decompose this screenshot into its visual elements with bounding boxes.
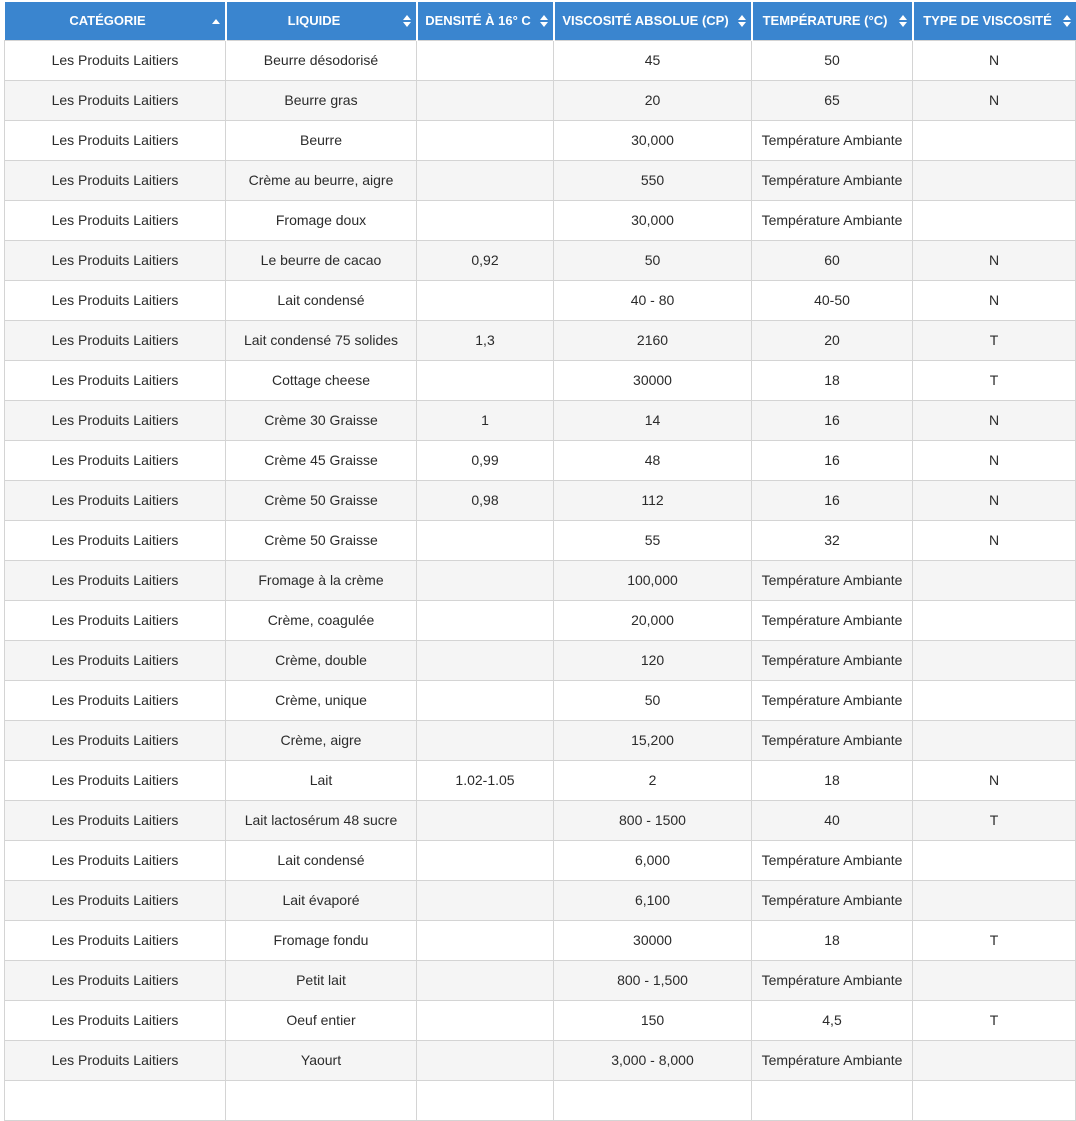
cell-temperature: Température Ambiante bbox=[752, 680, 913, 720]
table-row bbox=[5, 760, 1076, 800]
cell-densite bbox=[417, 40, 554, 80]
cell-temperature: Température Ambiante bbox=[752, 880, 913, 920]
cell-liquide: Lait condensé bbox=[226, 840, 417, 880]
table-row bbox=[5, 200, 1076, 240]
table-row bbox=[5, 240, 1076, 280]
table-row bbox=[5, 880, 1076, 920]
table-row bbox=[5, 1000, 1076, 1040]
cell-categorie: Les Produits Laitiers bbox=[5, 1040, 226, 1080]
cell-categorie: Les Produits Laitiers bbox=[5, 280, 226, 320]
cell-liquide: Crème 30 Graisse bbox=[226, 400, 417, 440]
cell-liquide: Fromage à la crème bbox=[226, 560, 417, 600]
cell-categorie bbox=[5, 1080, 226, 1120]
cell-densite bbox=[417, 840, 554, 880]
cell-densite bbox=[417, 600, 554, 640]
cell-temperature: Température Ambiante bbox=[752, 120, 913, 160]
cell-densite bbox=[417, 1000, 554, 1040]
viscosity-table bbox=[4, 2, 1076, 1121]
column-header-label: LIQUIDE bbox=[287, 13, 341, 29]
table-row bbox=[5, 120, 1076, 160]
column-header-viscosite[interactable] bbox=[554, 2, 752, 40]
cell-categorie: Les Produits Laitiers bbox=[5, 400, 226, 440]
cell-viscosite: 3,000 - 8,000 bbox=[554, 1040, 752, 1080]
cell-viscosite: 30,000 bbox=[554, 120, 752, 160]
cell-liquide: Fromage doux bbox=[226, 200, 417, 240]
cell-type-viscosite: N bbox=[913, 240, 1076, 280]
cell-temperature: 16 bbox=[752, 400, 913, 440]
cell-liquide: Crème 50 Graisse bbox=[226, 480, 417, 520]
sort-icon[interactable] bbox=[899, 15, 907, 27]
cell-type-viscosite bbox=[913, 1080, 1076, 1120]
cell-categorie: Les Produits Laitiers bbox=[5, 720, 226, 760]
column-header-label: CATÉGORIE bbox=[69, 13, 146, 29]
cell-densite bbox=[417, 680, 554, 720]
cell-viscosite: 150 bbox=[554, 1000, 752, 1040]
cell-type-viscosite bbox=[913, 1040, 1076, 1080]
cell-categorie: Les Produits Laitiers bbox=[5, 160, 226, 200]
table-row bbox=[5, 800, 1076, 840]
table-row bbox=[5, 640, 1076, 680]
cell-type-viscosite bbox=[913, 640, 1076, 680]
cell-viscosite: 30000 bbox=[554, 360, 752, 400]
cell-liquide: Lait lactosérum 48 sucre bbox=[226, 800, 417, 840]
cell-categorie: Les Produits Laitiers bbox=[5, 40, 226, 80]
cell-liquide: Cottage cheese bbox=[226, 360, 417, 400]
cell-viscosite: 14 bbox=[554, 400, 752, 440]
cell-temperature: Température Ambiante bbox=[752, 640, 913, 680]
cell-categorie: Les Produits Laitiers bbox=[5, 680, 226, 720]
cell-type-viscosite: N bbox=[913, 440, 1076, 480]
cell-type-viscosite bbox=[913, 560, 1076, 600]
column-header-label: VISCOSITÉ ABSOLUE (CP) bbox=[562, 13, 729, 29]
table-row bbox=[5, 1080, 1076, 1120]
cell-temperature: 16 bbox=[752, 480, 913, 520]
cell-densite bbox=[417, 80, 554, 120]
cell-categorie: Les Produits Laitiers bbox=[5, 80, 226, 120]
column-header-label: TYPE DE VISCOSITÉ bbox=[923, 13, 1052, 29]
cell-viscosite: 20,000 bbox=[554, 600, 752, 640]
cell-temperature: Température Ambiante bbox=[752, 160, 913, 200]
cell-type-viscosite bbox=[913, 120, 1076, 160]
cell-densite: 1 bbox=[417, 400, 554, 440]
table-row bbox=[5, 920, 1076, 960]
cell-type-viscosite bbox=[913, 960, 1076, 1000]
cell-densite bbox=[417, 280, 554, 320]
cell-categorie: Les Produits Laitiers bbox=[5, 960, 226, 1000]
cell-liquide bbox=[226, 1080, 417, 1120]
cell-liquide: Crème, coagulée bbox=[226, 600, 417, 640]
viscosity-table-container bbox=[4, 2, 1075, 1121]
sort-icon[interactable] bbox=[1063, 15, 1071, 27]
cell-temperature: Température Ambiante bbox=[752, 1040, 913, 1080]
cell-temperature: 18 bbox=[752, 360, 913, 400]
table-row bbox=[5, 560, 1076, 600]
cell-liquide: Crème 45 Graisse bbox=[226, 440, 417, 480]
cell-densite bbox=[417, 1040, 554, 1080]
cell-temperature: 32 bbox=[752, 520, 913, 560]
cell-densite: 0,99 bbox=[417, 440, 554, 480]
cell-type-viscosite: N bbox=[913, 80, 1076, 120]
cell-densite bbox=[417, 560, 554, 600]
table-row bbox=[5, 680, 1076, 720]
cell-densite bbox=[417, 120, 554, 160]
cell-type-viscosite: T bbox=[913, 360, 1076, 400]
cell-liquide: Lait évaporé bbox=[226, 880, 417, 920]
cell-temperature: 20 bbox=[752, 320, 913, 360]
cell-viscosite: 800 - 1,500 bbox=[554, 960, 752, 1000]
column-header-label: DENSITÉ À 16° C bbox=[425, 13, 531, 29]
cell-temperature: Température Ambiante bbox=[752, 840, 913, 880]
cell-liquide: Le beurre de cacao bbox=[226, 240, 417, 280]
column-header-categorie[interactable] bbox=[5, 2, 226, 40]
cell-viscosite: 2 bbox=[554, 760, 752, 800]
cell-viscosite: 30000 bbox=[554, 920, 752, 960]
cell-viscosite: 550 bbox=[554, 160, 752, 200]
cell-liquide: Fromage fondu bbox=[226, 920, 417, 960]
sort-icon[interactable] bbox=[738, 15, 746, 27]
cell-categorie: Les Produits Laitiers bbox=[5, 240, 226, 280]
cell-densite bbox=[417, 880, 554, 920]
table-row bbox=[5, 840, 1076, 880]
cell-temperature: 16 bbox=[752, 440, 913, 480]
cell-type-viscosite bbox=[913, 160, 1076, 200]
cell-categorie: Les Produits Laitiers bbox=[5, 120, 226, 160]
cell-densite bbox=[417, 1080, 554, 1120]
table-row bbox=[5, 360, 1076, 400]
cell-type-viscosite: N bbox=[913, 520, 1076, 560]
cell-liquide: Beurre bbox=[226, 120, 417, 160]
cell-densite bbox=[417, 960, 554, 1000]
header-row bbox=[5, 2, 1076, 40]
cell-densite bbox=[417, 720, 554, 760]
cell-type-viscosite: N bbox=[913, 280, 1076, 320]
cell-liquide: Beurre désodorisé bbox=[226, 40, 417, 80]
cell-type-viscosite: T bbox=[913, 800, 1076, 840]
cell-temperature: 40-50 bbox=[752, 280, 913, 320]
cell-densite bbox=[417, 520, 554, 560]
sort-icon[interactable] bbox=[540, 15, 548, 27]
cell-categorie: Les Produits Laitiers bbox=[5, 600, 226, 640]
table-row bbox=[5, 520, 1076, 560]
cell-temperature: Température Ambiante bbox=[752, 720, 913, 760]
cell-temperature: Température Ambiante bbox=[752, 960, 913, 1000]
cell-type-viscosite bbox=[913, 600, 1076, 640]
cell-temperature: 4,5 bbox=[752, 1000, 913, 1040]
cell-viscosite: 48 bbox=[554, 440, 752, 480]
cell-type-viscosite: T bbox=[913, 320, 1076, 360]
cell-liquide: Beurre gras bbox=[226, 80, 417, 120]
cell-type-viscosite bbox=[913, 680, 1076, 720]
cell-type-viscosite: T bbox=[913, 920, 1076, 960]
cell-categorie: Les Produits Laitiers bbox=[5, 320, 226, 360]
column-header-liquide[interactable] bbox=[226, 2, 417, 40]
cell-viscosite: 50 bbox=[554, 680, 752, 720]
table-row bbox=[5, 1040, 1076, 1080]
cell-temperature: 60 bbox=[752, 240, 913, 280]
column-header-label: TEMPÉRATURE (°C) bbox=[762, 13, 888, 29]
column-header-temperature[interactable] bbox=[752, 2, 913, 40]
cell-liquide: Lait bbox=[226, 760, 417, 800]
cell-categorie: Les Produits Laitiers bbox=[5, 1000, 226, 1040]
table-row bbox=[5, 280, 1076, 320]
cell-type-viscosite bbox=[913, 840, 1076, 880]
cell-liquide: Petit lait bbox=[226, 960, 417, 1000]
cell-densite bbox=[417, 160, 554, 200]
table-row bbox=[5, 960, 1076, 1000]
cell-categorie: Les Produits Laitiers bbox=[5, 360, 226, 400]
cell-viscosite: 100,000 bbox=[554, 560, 752, 600]
cell-viscosite: 800 - 1500 bbox=[554, 800, 752, 840]
cell-viscosite: 50 bbox=[554, 240, 752, 280]
cell-liquide: Oeuf entier bbox=[226, 1000, 417, 1040]
table-row bbox=[5, 400, 1076, 440]
cell-categorie: Les Produits Laitiers bbox=[5, 840, 226, 880]
cell-viscosite: 6,100 bbox=[554, 880, 752, 920]
cell-categorie: Les Produits Laitiers bbox=[5, 520, 226, 560]
table-row bbox=[5, 480, 1076, 520]
table-row bbox=[5, 440, 1076, 480]
cell-viscosite: 6,000 bbox=[554, 840, 752, 880]
table-row bbox=[5, 80, 1076, 120]
cell-densite bbox=[417, 200, 554, 240]
cell-densite: 0,98 bbox=[417, 480, 554, 520]
sort-asc-icon[interactable] bbox=[212, 15, 220, 27]
cell-type-viscosite: N bbox=[913, 40, 1076, 80]
cell-type-viscosite: T bbox=[913, 1000, 1076, 1040]
cell-categorie: Les Produits Laitiers bbox=[5, 880, 226, 920]
cell-categorie: Les Produits Laitiers bbox=[5, 560, 226, 600]
cell-viscosite: 55 bbox=[554, 520, 752, 560]
cell-categorie: Les Produits Laitiers bbox=[5, 920, 226, 960]
table-body bbox=[5, 40, 1076, 1120]
cell-viscosite: 120 bbox=[554, 640, 752, 680]
cell-liquide: Yaourt bbox=[226, 1040, 417, 1080]
cell-viscosite: 30,000 bbox=[554, 200, 752, 240]
table-row bbox=[5, 600, 1076, 640]
cell-type-viscosite: N bbox=[913, 400, 1076, 440]
table-row bbox=[5, 160, 1076, 200]
cell-categorie: Les Produits Laitiers bbox=[5, 480, 226, 520]
cell-viscosite: 112 bbox=[554, 480, 752, 520]
cell-densite: 0,92 bbox=[417, 240, 554, 280]
cell-liquide: Crème, aigre bbox=[226, 720, 417, 760]
table-row bbox=[5, 320, 1076, 360]
cell-liquide: Crème, double bbox=[226, 640, 417, 680]
table-row bbox=[5, 720, 1076, 760]
sort-icon[interactable] bbox=[403, 15, 411, 27]
cell-type-viscosite bbox=[913, 720, 1076, 760]
cell-liquide: Crème 50 Graisse bbox=[226, 520, 417, 560]
cell-temperature: 50 bbox=[752, 40, 913, 80]
cell-viscosite bbox=[554, 1080, 752, 1120]
cell-viscosite: 20 bbox=[554, 80, 752, 120]
cell-type-viscosite: N bbox=[913, 480, 1076, 520]
cell-temperature: Température Ambiante bbox=[752, 200, 913, 240]
cell-viscosite: 40 - 80 bbox=[554, 280, 752, 320]
cell-viscosite: 15,200 bbox=[554, 720, 752, 760]
cell-temperature bbox=[752, 1080, 913, 1120]
cell-type-viscosite bbox=[913, 200, 1076, 240]
cell-temperature: 65 bbox=[752, 80, 913, 120]
cell-categorie: Les Produits Laitiers bbox=[5, 440, 226, 480]
cell-temperature: 18 bbox=[752, 760, 913, 800]
cell-densite: 1.02-1.05 bbox=[417, 760, 554, 800]
cell-categorie: Les Produits Laitiers bbox=[5, 640, 226, 680]
cell-categorie: Les Produits Laitiers bbox=[5, 760, 226, 800]
column-header-densite[interactable] bbox=[417, 2, 554, 40]
cell-temperature: Température Ambiante bbox=[752, 600, 913, 640]
cell-type-viscosite: N bbox=[913, 760, 1076, 800]
cell-densite bbox=[417, 800, 554, 840]
cell-liquide: Lait condensé bbox=[226, 280, 417, 320]
cell-liquide: Lait condensé 75 solides bbox=[226, 320, 417, 360]
cell-densite bbox=[417, 360, 554, 400]
cell-liquide: Crème, unique bbox=[226, 680, 417, 720]
cell-categorie: Les Produits Laitiers bbox=[5, 800, 226, 840]
column-header-type-viscosite[interactable] bbox=[913, 2, 1076, 40]
cell-densite bbox=[417, 640, 554, 680]
cell-type-viscosite bbox=[913, 880, 1076, 920]
cell-viscosite: 2160 bbox=[554, 320, 752, 360]
cell-densite: 1,3 bbox=[417, 320, 554, 360]
table-row bbox=[5, 40, 1076, 80]
table-header bbox=[5, 2, 1076, 40]
cell-categorie: Les Produits Laitiers bbox=[5, 200, 226, 240]
cell-densite bbox=[417, 920, 554, 960]
cell-liquide: Crème au beurre, aigre bbox=[226, 160, 417, 200]
cell-temperature: Température Ambiante bbox=[752, 560, 913, 600]
cell-temperature: 40 bbox=[752, 800, 913, 840]
cell-viscosite: 45 bbox=[554, 40, 752, 80]
cell-temperature: 18 bbox=[752, 920, 913, 960]
